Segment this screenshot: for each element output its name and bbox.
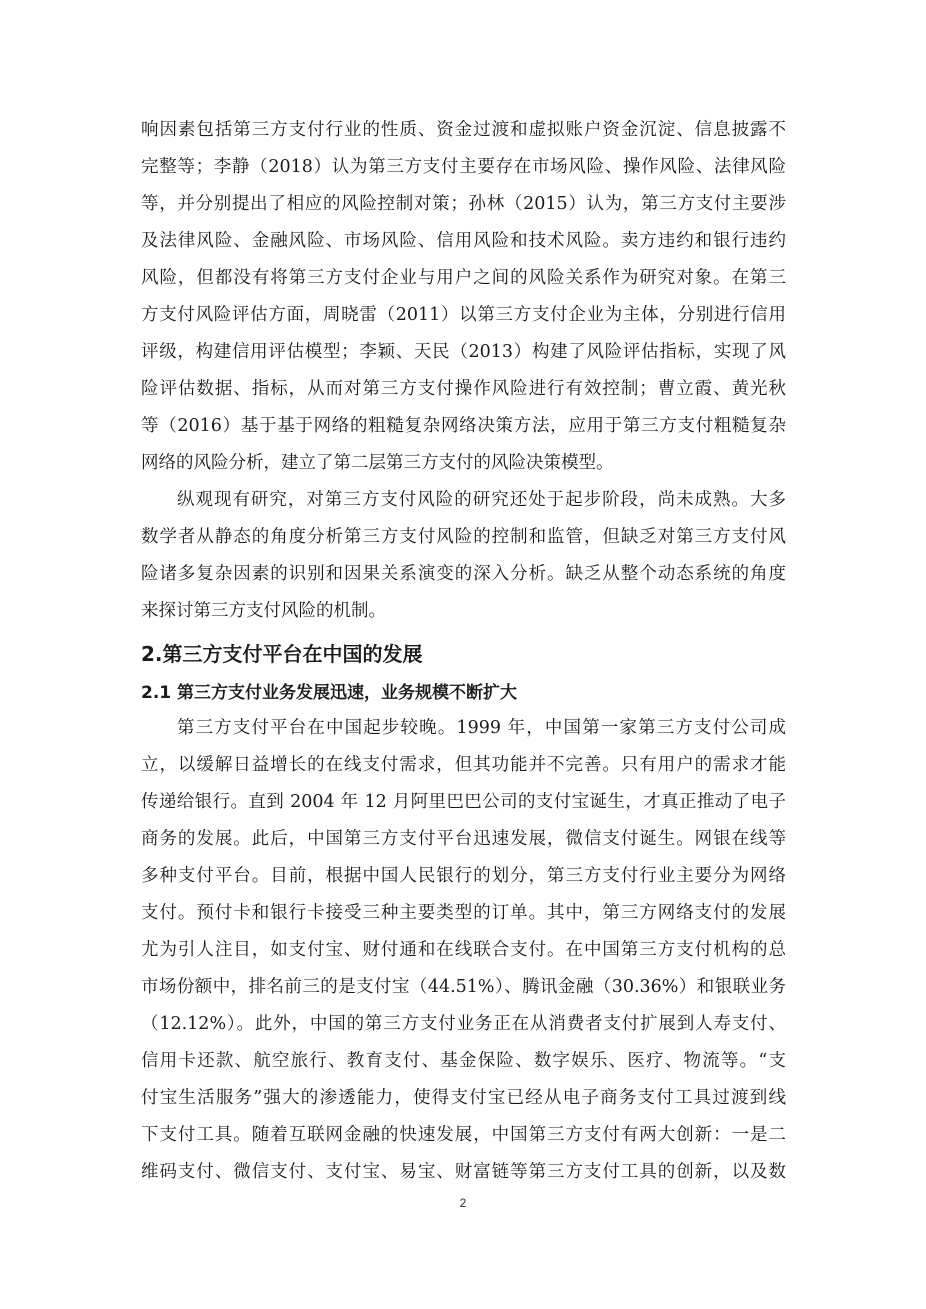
text-line: 下支付工具。随着互联网金融的快速发展，中国第三方支付有两大创新：一是二 (141, 1125, 786, 1145)
text-line: 信用卡还款、航空旅行、教育支付、基金保险、数字娱乐、医疗、物流等。“支 (141, 1051, 786, 1071)
text-line: 响因素包括第三方支付行业的性质、资金过渡和虚拟账户资金沉淀、信息披露不 (141, 120, 786, 140)
text-line: 方支付风险评估方面，周晓雷（2011）以第三方支付企业为主体，分别进行信用 (141, 305, 786, 325)
text-line: 多种支付平台。目前，根据中国人民银行的划分，第三方支付行业主要分为网络 (141, 866, 786, 886)
paragraph-3 (141, 710, 786, 1191)
section-heading: 2.第三方支付平台在中国的发展 (141, 642, 423, 666)
text-line: 评级，构建信用评估模型；李颖、天民（2013）构建了风险评估指标，实现了风 (141, 342, 786, 362)
text-line: 支付。预付卡和银行卡接受三种主要类型的订单。其中，第三方网络支付的发展 (141, 903, 786, 923)
paragraph-1 (141, 112, 786, 482)
text-line: （12.12%）。此外，中国的第三方支付业务正在从消费者支付扩展到人寿支付、 (141, 1014, 786, 1034)
text-line: 纵观现有研究，对第三方支付风险的研究还处于起步阶段，尚未成熟。大多 (177, 490, 786, 510)
text-line: 付宝生活服务”强大的渗透能力，使得支付宝已经从电子商务支付工具过渡到线 (141, 1088, 786, 1108)
page-number: 2 (459, 1196, 467, 1210)
text-line: 尤为引人注目，如支付宝、财付通和在线联合支付。在中国第三方支付机构的总 (141, 940, 786, 960)
paragraph-2 (141, 482, 786, 630)
document-page (141, 112, 786, 1191)
text-line: 及法律风险、金融风险、市场风险、信用风险和技术风险。卖方违约和银行违约 (141, 231, 786, 251)
text-line: 市场份额中，排名前三的是支付宝（44.51%）、腾讯金融（30.36%）和银联业务 (141, 977, 786, 997)
subsection-heading: 2.1 第三方支付业务发展迅速，业务规模不断扩大 (141, 683, 518, 703)
text-line: 等，并分别提出了相应的风险控制对策；孙林（2015）认为，第三方支付主要涉 (141, 194, 786, 214)
text-line: 来探讨第三方支付风险的机制。 (141, 601, 386, 621)
text-line: 风险，但都没有将第三方支付企业与用户之间的风险关系作为研究对象。在第三 (141, 268, 786, 288)
text-line: 完整等；李静（2018）认为第三方支付主要存在市场风险、操作风险、法律风险 (141, 157, 786, 177)
text-line: 网络的风险分析，建立了第二层第三方支付的风险决策模型。 (141, 453, 614, 473)
text-line: 数学者从静态的角度分析第三方支付风险的控制和监管，但缺乏对第三方支付风 (141, 527, 786, 547)
text-line: 险诸多复杂因素的识别和因果关系演变的深入分析。缺乏从整个动态系统的角度 (141, 564, 786, 584)
text-line: 商务的发展。此后，中国第三方支付平台迅速发展，微信支付诞生。网银在线等 (141, 829, 786, 849)
text-line: 第三方支付平台在中国起步较晚。1999 年，中国第一家第三方支付公司成 (177, 718, 786, 738)
text-line: 立，以缓解日益增长的在线支付需求，但其功能并不完善。只有用户的需求才能 (141, 755, 786, 775)
text-line: 险评估数据、指标，从而对第三方支付操作风险进行有效控制；曹立霞、黄光秋 (141, 379, 786, 399)
text-line: 等（2016）基于基于网络的粗糙复杂网络决策方法，应用于第三方支付粗糙复杂 (141, 416, 786, 436)
text-line: 维码支付、微信支付、支付宝、易宝、财富链等第三方支付工具的创新，以及数 (141, 1162, 786, 1182)
text-line: 传递给银行。直到 2004 年 12 月阿里巴巴公司的支付宝诞生，才真正推动了电子 (141, 792, 786, 812)
